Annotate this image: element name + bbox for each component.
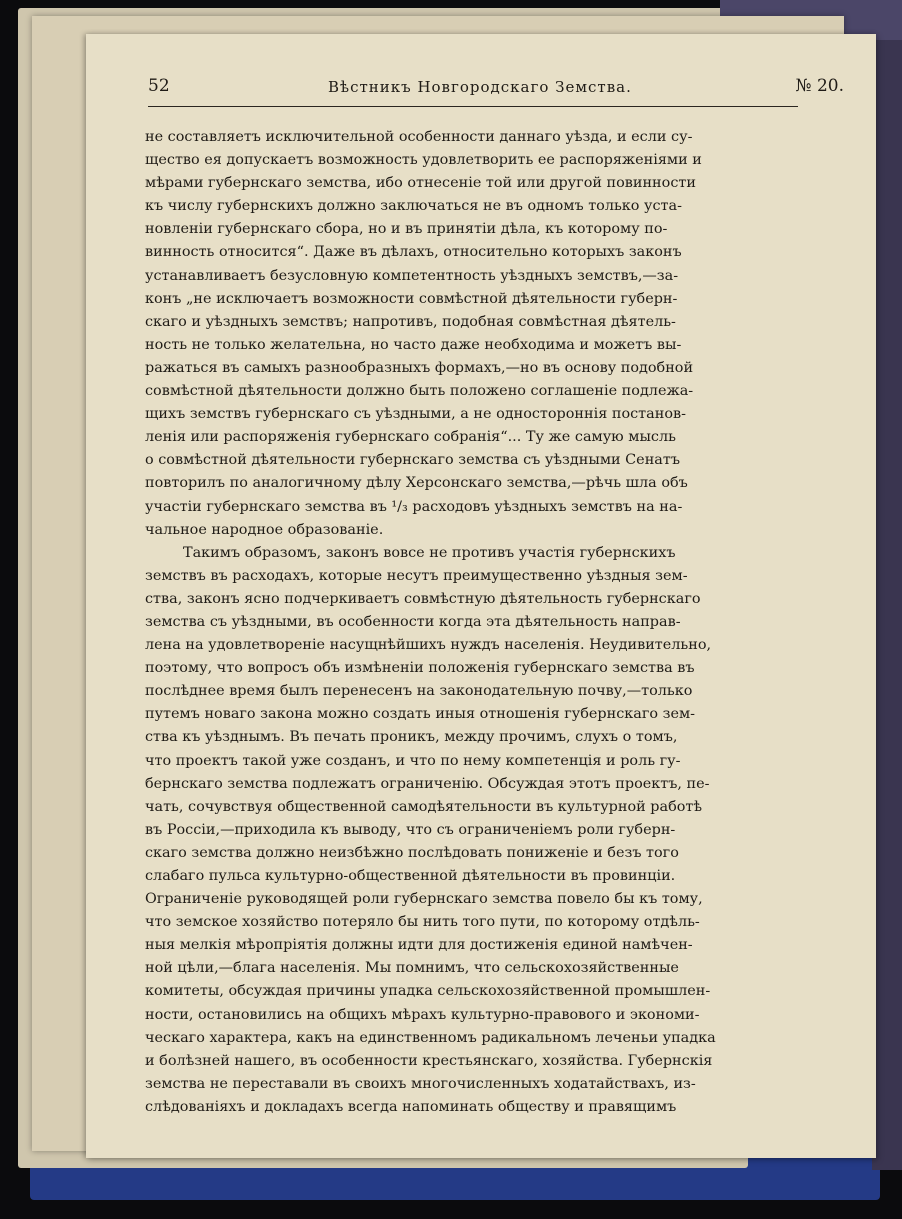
- text-line: земства не переставали въ своихъ многочисленныхъ ходатайствахъ, из-: [145, 1075, 696, 1092]
- paragraph-start-line: Такимъ образомъ, законъ вовсе не противъ участія губернскихъ: [183, 544, 676, 561]
- text-line: слабаго пульса культурно-общественной дѣятельности въ провинціи.: [145, 868, 676, 884]
- text-line: чать, сочувствуя общественной самодѣятельности въ культурной работѣ: [145, 798, 703, 815]
- text-line: совмѣстной дѣятельности должно быть положено соглашеніе подлежа-: [145, 383, 694, 400]
- header-rule: [148, 106, 798, 107]
- text-line: поэтому, что вопросъ объ измѣненіи положенія губернскаго земства въ: [145, 660, 695, 677]
- text-line: ности, остановились на общихъ мѣрахъ культурно-правового и экономи-: [145, 1006, 700, 1023]
- body-text: [145, 126, 802, 1119]
- text-line: къ числу губернскихъ должно заключаться не въ одномъ только уста-: [145, 198, 682, 215]
- text-line: комитеты, обсуждая причины упадка сельскохозяйственной промышлен-: [145, 983, 711, 1000]
- text-line: ства, законъ ясно подчеркиваетъ совмѣстную дѣятельность губернскаго: [145, 590, 701, 607]
- text-line: скаго и уѣздныхъ земствъ; напротивъ, подобная совмѣстная дѣятель-: [145, 313, 676, 330]
- text-line: бернскаго земства подлежатъ ограниченію. Обсуждая этотъ проектъ, пе-: [145, 775, 710, 792]
- text-line: щихъ земствъ губернскаго съ уѣздными, а не одностороннія постанов-: [145, 406, 686, 423]
- text-line: участіи губернскаго земства въ ¹/₃ расходовъ уѣздныхъ земствъ на на-: [145, 498, 683, 515]
- text-line: ной цѣли,—блага населенія. Мы помнимъ, что сельскохозяйственные: [145, 960, 679, 977]
- text-line: чальное народное образованіе.: [145, 521, 384, 538]
- text-line: винность относится“. Даже въ дѣлахъ, относительно которыхъ законъ: [145, 244, 682, 261]
- text-line: слѣдованіяхъ и докладахъ всегда напоминать обществу и правящимъ: [145, 1098, 677, 1115]
- text-line: и болѣзней нашего, въ особенности крестьянскаго, хозяйства. Губернскія: [145, 1052, 713, 1069]
- text-line: повторилъ по аналогичному дѣлу Херсонскаго земства,—рѣчь шла объ: [145, 475, 688, 492]
- text-line: земства съ уѣздными, въ особенности когда эта дѣятельность направ-: [145, 613, 681, 630]
- text-line: не составляетъ исключительной особенности даннаго уѣзда, и если су-: [145, 129, 693, 145]
- issue-number: № 20.: [795, 76, 844, 96]
- page-number: 52: [148, 76, 170, 96]
- text-line: что земское хозяйство потеряло бы нить того пути, по которому отдѣль-: [145, 914, 700, 931]
- text-line: Ограниченіе руководящей роли губернскаго земства повело бы къ тому,: [145, 891, 703, 908]
- text-line: скаго земства должно неизбѣжно послѣдовать пониженіе и безъ того: [145, 844, 679, 861]
- journal-title: Вѣстникъ Новгородскаго Земства.: [328, 78, 632, 96]
- running-header: [148, 76, 844, 102]
- text-line: въ Россіи,—приходила къ выводу, что съ ограниченіемъ роли губерн-: [145, 821, 676, 838]
- text-line: устанавливаетъ безусловную компетентность уѣздныхъ земствъ,—за-: [145, 267, 679, 284]
- text-line: новленіи губернскаго сбора, но и въ принятіи дѣла, къ которому по-: [145, 221, 668, 238]
- text-line: ческаго характера, какъ на единственномъ радикальномъ леченьи упадка: [145, 1029, 716, 1046]
- text-line: путемъ новаго закона можно создать иныя отношенія губернскаго зем-: [145, 706, 696, 723]
- text-line: ность не только желательна, но часто даже необходима и можетъ вы-: [145, 336, 682, 353]
- right-cover-edge: [872, 40, 902, 1170]
- text-line: ства къ уѣзднымъ. Въ печать проникъ, между прочимъ, слухъ о томъ,: [145, 729, 678, 746]
- document-page: [86, 34, 876, 1158]
- text-line: ражаться въ самыхъ разнообразныхъ формахъ,—но въ основу подобной: [145, 359, 694, 376]
- text-line: щество ея допускаетъ возможность удовлетворить ее распоряженіями и: [145, 152, 702, 169]
- text-line: ленія или распоряженія губернскаго собранія“... Ту же самую мысль: [145, 429, 676, 446]
- text-line: что проектъ такой уже созданъ, и что по нему компетенція и роль гу-: [145, 752, 681, 769]
- text-line: конъ „не исключаетъ возможности совмѣстной дѣятельности губерн-: [145, 290, 678, 307]
- text-line: мѣрами губернскаго земства, ибо отнесеніе той или другой повинности: [145, 175, 696, 192]
- text-line: послѣднее время былъ перенесенъ на законодательную почву,—только: [145, 683, 693, 700]
- text-line: о совмѣстной дѣятельности губернскаго земства съ уѣздными Сенатъ: [145, 452, 680, 469]
- text-line: ныя мелкія мѣропріятія должны идти для достиженія единой намѣчен-: [145, 937, 693, 954]
- text-line: земствъ въ расходахъ, которые несутъ преимущественно уѣздныя зем-: [145, 567, 688, 584]
- text-line: лена на удовлетвореніе насущнѣйшихъ нуждъ населенія. Неудивительно,: [145, 637, 712, 654]
